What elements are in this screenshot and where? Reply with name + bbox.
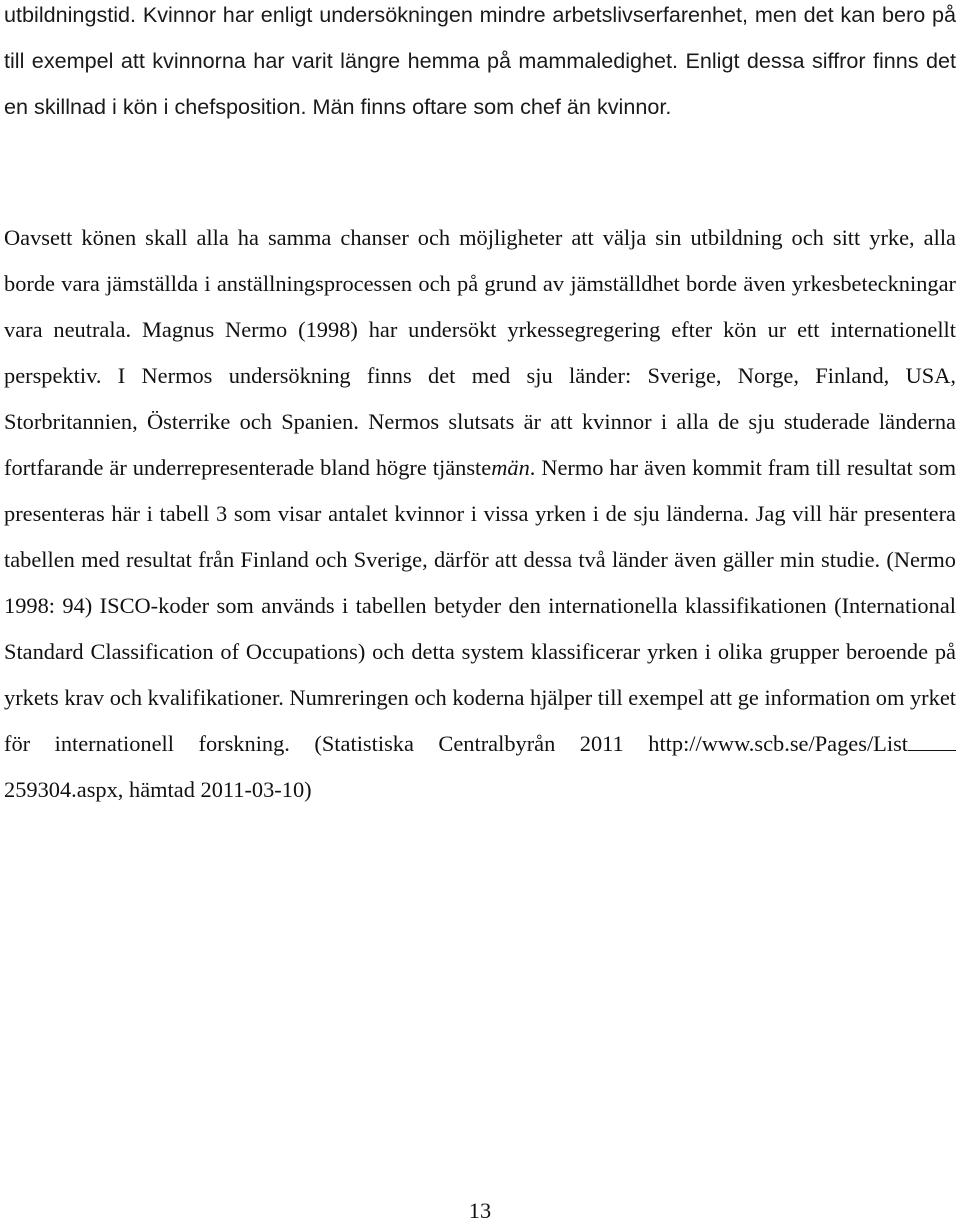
paragraph-run: 259304.aspx, hämtad 2011-03-10) — [4, 777, 312, 802]
page-number: 13 — [468, 1198, 492, 1223]
paragraph-run: Oavsett könen skall alla ha samma chanser och möjligheter att välja sin utbildning och sitt yrke, alla borde vara jämställda i anställningsprocessen och på grund av jämställdhet borde även yrkesbeteckningar vara neutrala. Magnus Nermo (1998) har undersökt yrkessegregering efter kön ur ett internationellt perspektiv. I Nermos undersökning finns det med sju länder: Sverige, Norge, Finland, USA, Storbritannien, Österrike och Spanien. Nermos slutsats är att kvinnor i alla de sju studerade länderna fortfarande är underrepresenterade bland högre tjänste — [4, 225, 956, 480]
paragraph-nermo-study — [4, 215, 956, 813]
italic-word: män — [491, 455, 530, 480]
url-underscore-gap — [908, 732, 956, 751]
paragraph-run: . Nermo har även kommit fram till resultat som presenteras här i tabell 3 som visar antalet kvinnor i vissa yrken i de sju länderna. Jag vill här presentera tabellen med resultat från Finland och Sverige, därför att dessa två länder även gäller min studie. (Nermo 1998: 94) ISCO-koder som används i tabellen betyder den internationella klassifikationen (International Standard Classification of Occupations) och detta system klassificerar yrken i olika grupper beroende på yrkets krav och kvalifikationer. Numreringen och koderna hjälper till exempel att ge information om yrket för internationell forskning. (Statistiska Centralbyrån 2011 http://www.scb.se/Pages/List — [4, 455, 956, 756]
paragraph-chef-statistics: utbildningstid. Kvinnor har enligt undersökningen mindre arbetslivserfarenhet, men det kan bero på till exempel att kvinnorna har varit längre hemma på mammaledighet. Enligt dessa siffror finns det en skillnad i kön i chefsposition. Män finns oftare som chef än kvinnor. — [4, 2, 956, 119]
